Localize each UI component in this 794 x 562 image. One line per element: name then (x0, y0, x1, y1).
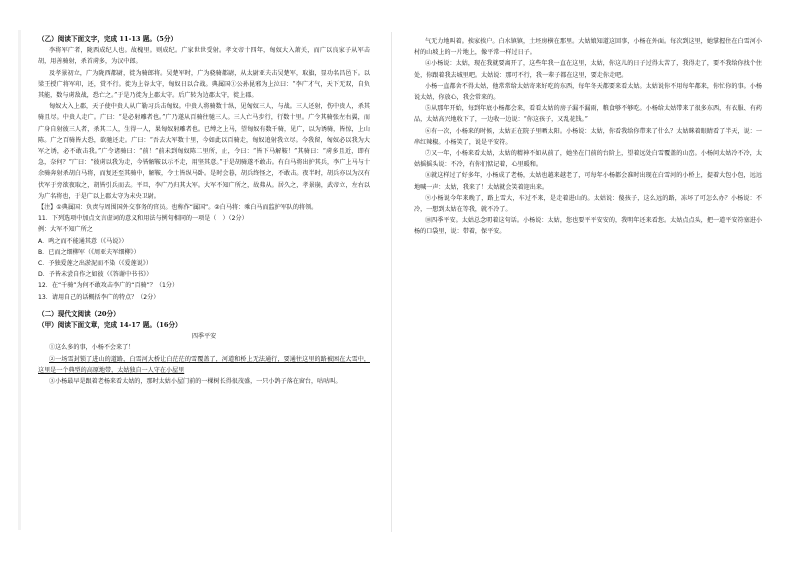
classical-para-1: 李将军广者，陇西成纪人也。故槐里。则成纪。广家世世受射。孝文帝十四年，匈奴大入萧关，而广以良家子从军击胡，用善骑射，杀首虏多，为汉中郎。 (38, 47, 370, 66)
story-para-r3: 小杨一直都舍不得太姑，他常常给太姑寄来好吃的东西，每年冬天都要来看太姑。太姑说你不用每年都来，你忙你的事。小杨说太姑，你放心，我会常来的。 (414, 82, 762, 102)
story-para-2: ②一场雪封锁了进山的道路，白雪河大桥让白茫茫的雪覆盖了，河道和桥上无法通行，要通往这里的路被困在大雪中，这里是一个典型的高原地带，太姑独自一人守在小屋里 (38, 355, 370, 374)
left-margin-bar (18, 30, 21, 530)
left-column (38, 34, 370, 387)
option-c: C．予独爱莲之出淤泥而不染（《爱莲说》） (38, 260, 152, 268)
classical-para-3: 匈奴大入上郡，天子使中贵人从广勒习兵击匈奴。中贵人将骑数十纵，见匈奴三人，与战。三人还射，伤中贵人，杀其骑且尽。中贵人走广。广曰：“是必射雕者也。”广乃遂从百骑往驰三人。三人亡马步行，行数十里。广令其骑张左右翼，而广身自射彼三人者，杀其二人，生得一人，果匈奴射雕者也。已缚之上马，望匈奴有数千骑，见广，以为诱骑，皆惊，上山陈。广之百骑皆大恐，欲驰还走。广曰：“吾去大军数十里，今如此以百骑走，匈奴追射我立尽。今我留，匈奴必以我为大军之诱，必不敢击我。”广令诸骑曰：“前！”前未到匈奴陈二里所，止，令曰：“皆下马解鞍！”其骑曰：“虏多且近，即有急，奈何？”广曰：“彼虏以我为走，今皆解鞍以示不走，用坚其意。”于是胡骑遂不敢击。有白马将出护其兵，李广上马与十余骑奔射杀胡白马将，而复还至其骑中，解鞍，令士皆纵马卧。是时会暮，胡兵终怪之，不敢击。夜半时，胡兵亦以为汉有伏军于旁欲夜取之，胡皆引兵而去。平旦，李广乃归其大军。大军不知广所之，故弗从。居久之，孝景崩，武帝立，左右以为广名将也，于是广以上郡太守为未央卫尉。 (38, 103, 370, 200)
story-para-r5: ⑥有一次，小杨来的时候，太姑正在院子里晒太阳。小杨说：太姑，你看我给你带来了什么？太姑眯着眼睛看了半天，说：一串红辣椒。小杨笑了，说是平安符。 (414, 127, 762, 146)
option-a: A．鸣之而不能通其意（《马说》） (38, 237, 128, 245)
option-d: D．予皆未尝自作之如彼（《答谢中书书》） (38, 271, 153, 279)
section-jia-heading: （甲）阅读下面文章，完成 14-17 题。（16分） (38, 321, 182, 330)
story-para-1: ①这么多的事，小杨不会来了！ (49, 344, 135, 352)
story-para-r8: ⑨小杨说今年来晚了，路上雪大，车过不来，是走着进山的。太姑说：傻孩子，这么远的路，冻坏了可怎么办？小杨说：不冷，一想到太姑在等我，就不冷了。 (414, 194, 762, 214)
section-2-heading: （二）现代文阅读（20分） (38, 309, 120, 318)
question-12: 12．在“千骑”为何不敢攻击李广的“百骑”？（1分） (38, 282, 179, 290)
story-para-r7: ⑧就这样过了好多年，小杨成了老杨，太姑也越来越老了，可每年小杨都会准时出现在白雪河的小桥上，提着大包小包，远远地喊一声：太姑，我来了！太姑就会笑着迎出来。 (414, 172, 762, 191)
story-para-r2: ④小杨说：太姑，现在我就要离开了，这些年我一直在这里，太姑，你这儿的日子过得太苦了，我得走了，要不我给你找个住处，你跟着我去城里吧。太姑说：那可不行，我一辈子都在这里，要走你走吧。 (414, 60, 762, 79)
question-13: 13．请用自己的话概括李广的特点？（2分） (38, 293, 160, 301)
classical-para-2: 及孝景初立，广为陇西都尉，徙为骑郎将。吴楚军时，广为骁骑都尉，从太尉亚夫击吴楚军，取旗，显功名昌邑下。以梁王授广将军印，还，赏不行。徙为上谷太守，匈奴日以合战。典属国①公孙昆邪为上泣曰：“李广才气，天下无双，自负其能，数与虏敌战，恐亡之。”于是乃徙为上郡太守。后广转为边郡太守，徙上郡。 (38, 69, 370, 100)
section-a-heading: （乙）阅读下面文字，完成 11-13 题。（5分） (38, 35, 178, 43)
column-divider (391, 32, 392, 532)
right-column (414, 36, 762, 238)
story-para-r1: 气无力地叫着。挨家挨户。白水镇镇，土坯房横在那里。大姑娘知道这回事，小杨在外面。每次到这里，她掌握住在白雪河小村的山坡上的一片地上，像平常一样过日子。 (414, 38, 762, 57)
story-para-r6: ⑦又一年，小杨来看太姑，太姑的精神不如从前了，她坐在门前的台阶上，望着远处白雪覆盖的山峦。小杨问太姑冷不冷，太姑摇摇头说：不冷，有你们惦记着，心里暖和。 (414, 150, 762, 169)
story-para-3: ③小杨最早是跟着老杨来看太姑的，那时太姑小屋门前的一棵树长得很茂盛，一只小鸽子落在窗台，咕咕叫。 (49, 378, 342, 386)
question-11-example: 例：大军不知广所之 (38, 226, 93, 234)
footnote: 【注】①典属国：负责与周围国外交事务的官员。也称作“属国”。②白马将：乘白马而监护军队的将领。 (38, 204, 318, 212)
question-11: 11．下列选项中加点文言虚词的意义和用法与例句相同的一项是（ ）（2分） (38, 215, 248, 223)
story-para-r9: ⑩四季平安。太姑总念叨着这句话。小杨说：太姑，您也要平平安安的，我明年还来看您。太姑点点头，把一道平安符塞进小杨的口袋里，说：带着，保平安。 (414, 217, 762, 236)
story-para-r4: ⑤从那年开始，每到年底小杨都会来，看看太姑的房子漏不漏雨，粮食够不够吃。小杨给太姑带来了很多东西，有衣服、有药品，太姑高兴地收下了，一边收一边说：“你这孩子，又乱花钱。” (414, 105, 762, 124)
option-b: B．已而之细柳军（《周亚夫军细柳》） (38, 248, 140, 256)
story-title: 四季平安 (191, 333, 217, 341)
